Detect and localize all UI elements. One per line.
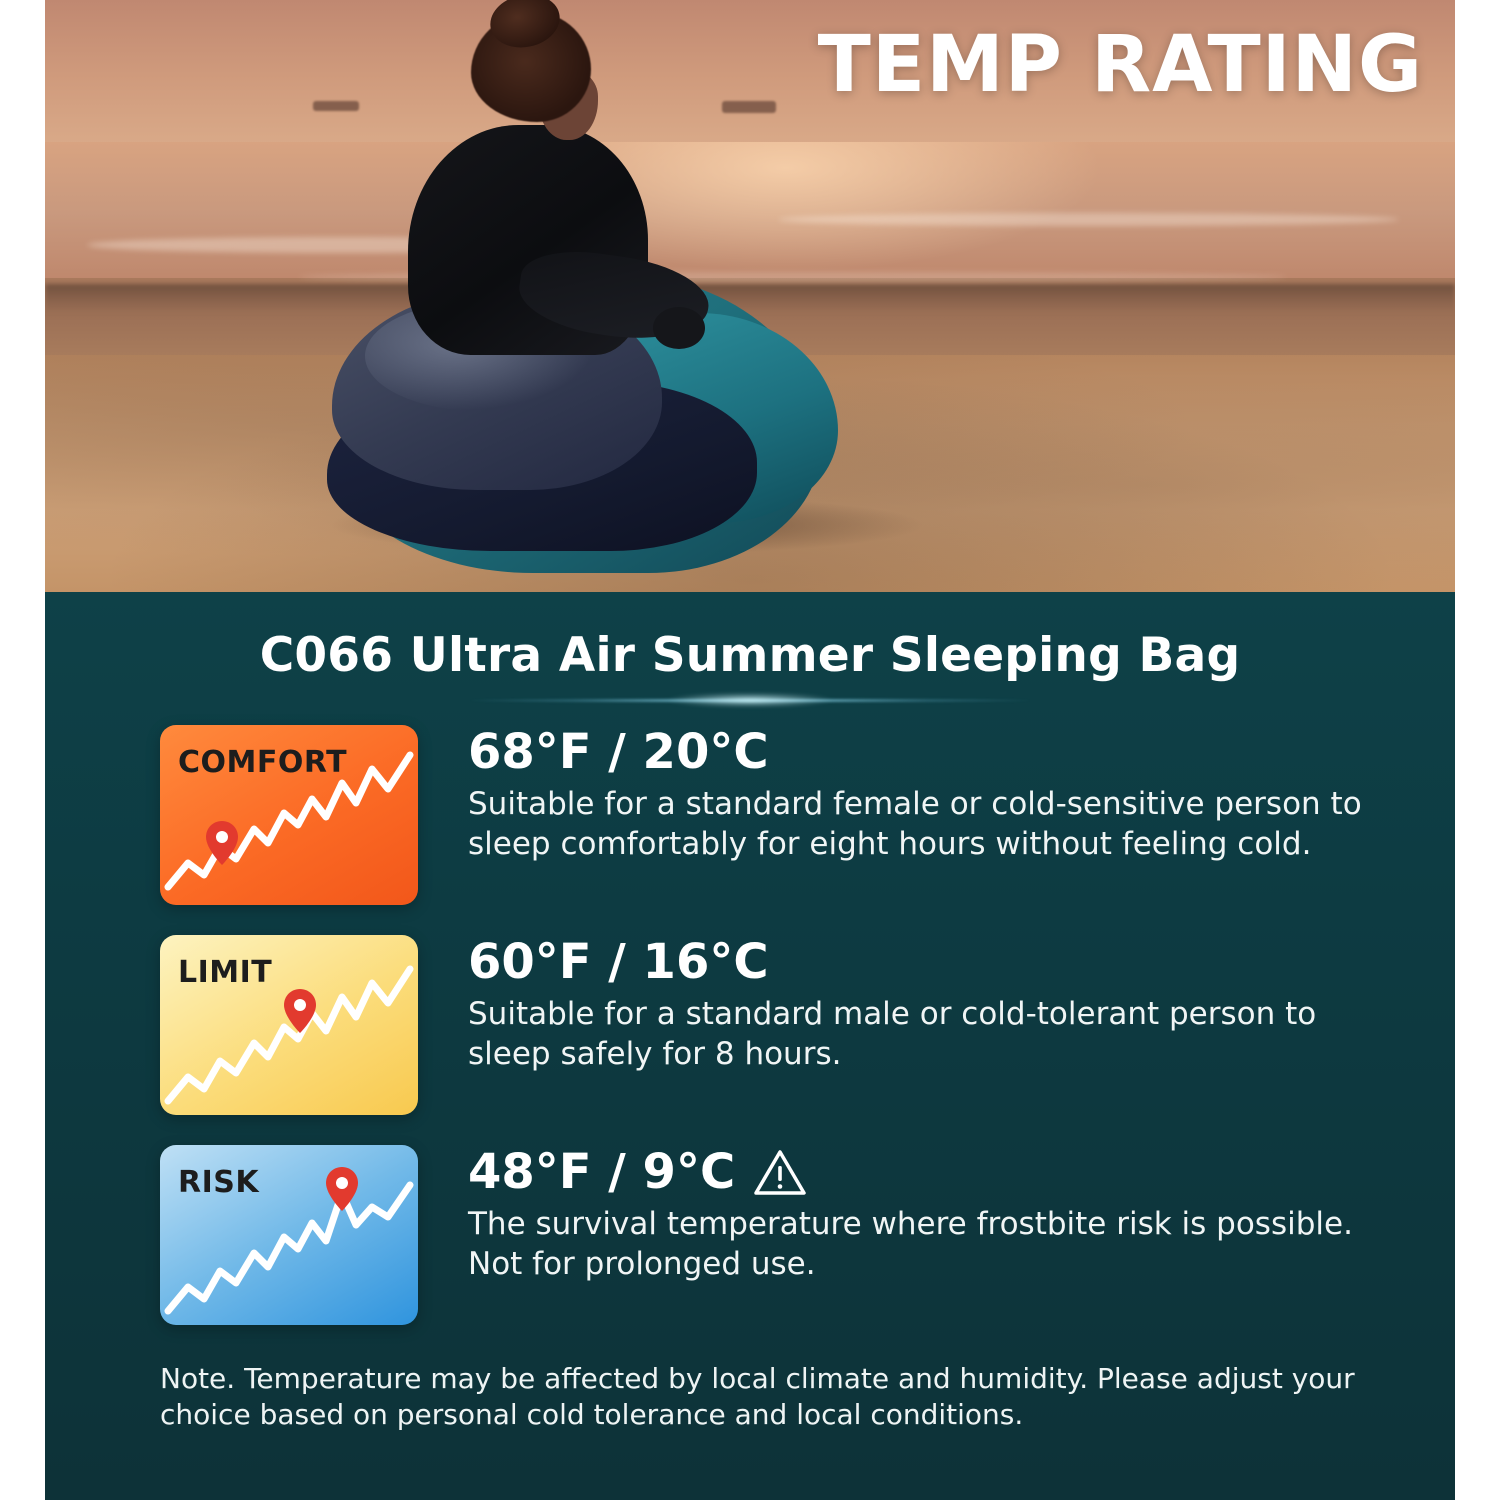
warning-triangle-glyph [753,1147,807,1197]
comfort-temperature [468,724,1388,780]
limit-card-label: LIMIT [178,955,273,990]
limit-temperature-value: 60°F / 16°C [468,934,769,990]
comfort-texts [418,725,1388,865]
limit-description: Suitable for a standard male or cold-tolerant person to sleep safely for 8 hours. [468,996,1317,1073]
risk-card [160,1145,418,1325]
risk-description: The survival temperature where frostbite risk is possible. Not for prolonged use. [468,1206,1353,1283]
rating-row-comfort [45,725,1455,905]
product-title: C066 Ultra Air Summer Sleeping Bag [259,628,1241,683]
disclaimer-note: Note. Temperature may be affected by local climate and humidity. Please adjust your choice based on personal cold tolerance and local conditions. [160,1362,1355,1432]
risk-texts [418,1145,1388,1285]
temp-rating-panel [45,592,1455,1500]
rating-row-limit [45,935,1455,1115]
limit-temperature [468,934,1388,990]
hero-photo [45,0,1455,592]
risk-temperature [468,1144,1388,1200]
glow-divider [45,689,1455,715]
limit-card [160,935,418,1115]
warning-triangle-icon [753,1147,807,1197]
limit-texts [418,935,1388,1075]
rating-rows [45,715,1455,1325]
risk-card-label: RISK [178,1165,260,1200]
person-with-sleeping-bag [327,6,806,574]
rating-row-risk [45,1145,1455,1325]
map-pin-icon [160,725,418,905]
comfort-temperature-value: 68°F / 20°C [468,724,769,780]
comfort-card [160,725,418,905]
risk-temperature-value: 48°F / 9°C [468,1144,736,1200]
comfort-card-label: COMFORT [178,745,348,780]
hero-title: TEMP RATING [817,20,1423,110]
map-pin-icon [160,935,418,1115]
map-pin-icon [160,1145,418,1325]
person-hand [653,307,705,349]
comfort-description: Suitable for a standard female or cold-sensitive person to sleep comfortably for eight hours without feeling cold. [468,786,1362,863]
